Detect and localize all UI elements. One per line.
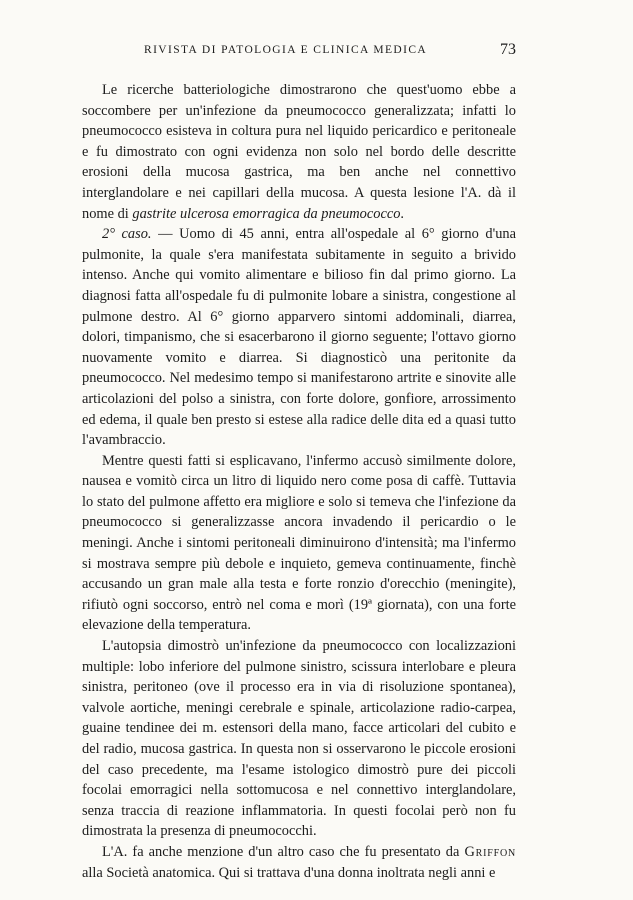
paragraph-5-text: L'A. fa anche menzione d'un altro caso che fu presentato da [102,843,465,860]
paragraph-2 [82,224,516,451]
paragraph-1 [82,80,516,224]
paragraph-2-text: — Uomo di 45 anni, entra all'ospedale al 6° giorno d'una pulmonite, la quale s'era manifestata subitamente in seguito a brivido intenso. Anche qui vomito alimentare e bilioso fin dal primo giorno. La diagnosi fatta all'ospedale fu di pulmonite lobare a sinistra, congestione al pulmone destro. Al 6° giorno apparvero sintomi addominali, diarrea, dolori, timpanismo, che si esacerbarono il giorno seguente; l'ottavo giorno nuovamente vomito e diarrea. Si diagnosticò una peritonite da pneumococco. Nel medesimo tempo si manifestarono artrite e sinovite alle articolazioni del polso a sinistra, con forte dolore, gonfiore, arrossimento ed edema, il quale ben presto si estese alla radice delle dita ed a quasi tutto l'avambraccio. [82,226,516,449]
case-heading: 2° caso. [102,226,152,243]
paragraph-4 [82,636,516,842]
paragraph-1-end: . [400,205,405,222]
paragraph-3 [82,451,516,636]
running-header [82,41,516,64]
paragraph-5 [82,842,516,883]
page-number: 73 [500,41,516,58]
author-name: Griffon [464,843,516,860]
paragraph-3-text: Mentre questi fatti si esplicavano, l'infermo accusò similmente dolore, nausea e vomitò circa un litro di liquido nero come posa di caffè. Tuttavia lo stato del pulmone affetto era migliore e solo si temeva che l'infezione da pneumococco si generalizzasse ancora invadendo il pericardio o le meningi. Anche i sintomi peritoneali diminuirono d'intensità; ma l'infermo si mostrava sempre più debole e inquieto, gemeva continuamente, finchè accusando un gran male alla testa e forte ronzio d'orecchio (meningite), rifiutò ogni soccorso, entrò nel coma e morì (19ª giornata), con una forte elevazione della temperatura. [82,452,516,634]
paragraph-4-text: L'autopsia dimostrò un'infezione da pneumococco con localizzazioni multiple: lobo inferiore del pulmone sinistro, scissura interlobare e pleura sinistra, peritoneo (ove il processo era in via di risoluzione spontanea), valvole aortiche, meningi cerebrale e spinale, articolazione radio-carpea, guaine tendinee dei m. estensori della mano, facce articolari del cubito e del radio, mucosa gastrica. In questa non si osservarono le piccole erosioni del caso precedente, ma l'esame istologico dimostrò pure dei piccoli focolai emorragici nella sottomucosa e nel connettivo interglandolare, senza traccia di reazione inflammatoria. In questi focolai però non fu dimostrata la presenza di pneumococchi. [82,638,516,840]
paragraph-1-emphasis: gastrite ulcerosa emorragica da pneumococco [132,205,401,222]
body-text [82,80,516,883]
paragraph-5-end: alla Società anatomica. Qui si trattava d'una donna inoltrata negli anni e [82,864,496,881]
paragraph-1-text: Le ricerche batteriologiche dimostrarono che quest'uomo ebbe a soccombere per un'infezione da pneumococco generalizzata; infatti lo pneumococco esisteva in coltura pura nel liquido pericardico e peritoneale e fu dimostrato con ogni evidenza non solo nel bordo delle descritte erosioni della mucosa gastrica, ma ben anche nel connettivo interglandolare e nei capillari della mucosa. A questa lesione l'A. dà il nome di [82,82,516,222]
running-title: RIVISTA DI PATOLOGIA E CLINICA MEDICA [144,44,428,56]
